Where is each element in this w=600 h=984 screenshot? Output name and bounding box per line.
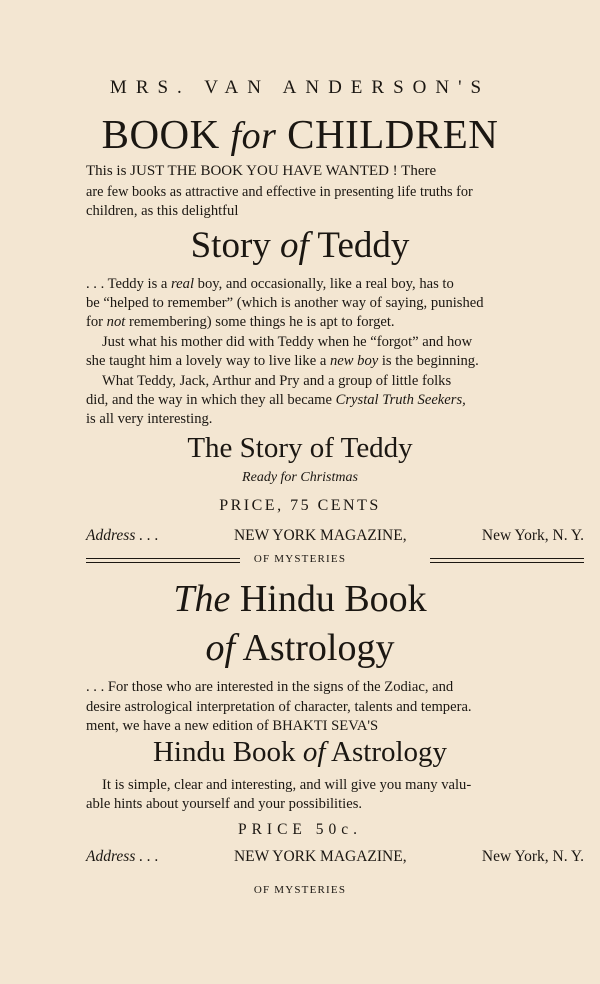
book2-title-line-1: The Hindu Book — [173, 578, 427, 620]
story-full-title: The Story of Teddy — [187, 432, 413, 464]
address-line-1: Address . . . NEW YORK MAGAZINE, New York, N. Y. — [86, 527, 584, 544]
p3-line-3: is all very interesting. — [86, 411, 213, 427]
b2-p1-line-3: ment, we have a new edition of BHAKTI SEVA'S — [86, 718, 379, 734]
b2-p1-line-1: . . . For those who are interested in the signs of the Zodiac, and — [86, 679, 454, 695]
address-line-2: Address . . . NEW YORK MAGAZINE, New York, N. Y. — [86, 848, 584, 865]
b2-p2-line-1: It is simple, clear and interesting, and will give you many valu- — [102, 777, 472, 793]
book2-price: PRICE 50c. — [237, 821, 363, 838]
p1-line-2: be “helped to remember” (which is another way of saying, punished — [86, 295, 484, 311]
b2-p2-line-2: able hints about yourself and your possibilities. — [86, 796, 363, 812]
divider-text: OF MYSTERIES — [253, 553, 347, 565]
p1-line-1: . . . Teddy is a real boy, and occasionally, like a real boy, has to — [86, 276, 454, 292]
p3-line-2: did, and the way in which they all became Crystal Truth Seekers, — [86, 392, 466, 408]
p2-line-1: Just what his mother did with Teddy when he “forgot” and how — [102, 334, 473, 350]
intro-line-2: are few books as attractive and effective in presenting life truths for — [86, 184, 473, 200]
price-line: PRICE, 75 CENTS — [219, 497, 381, 514]
intro-line-3: children, as this delightful — [86, 203, 239, 219]
p3-line-1: What Teddy, Jack, Arthur and Pry and a group of little folks — [102, 373, 452, 389]
intro-line-1: This is JUST THE BOOK YOU HAVE WANTED ! There — [86, 163, 437, 179]
ready-note: Ready for Christmas — [242, 470, 358, 485]
book1-title: BOOK for CHILDREN — [101, 111, 499, 157]
book2-title-line-2: of Astrology — [205, 627, 395, 669]
footer-text: OF MYSTERIES — [253, 884, 347, 896]
b2-p1-line-2: desire astrological interpretation of character, talents and tempera. — [86, 699, 472, 715]
p1-line-3: for not remembering) some things he is apt to forget. — [86, 314, 395, 330]
p2-line-2: she taught him a lovely way to live like a new boy is the beginning. — [86, 353, 479, 369]
divider-right — [430, 558, 584, 563]
author-line: MRS. VAN ANDERSON'S — [109, 77, 491, 98]
story-heading: Story of Teddy — [190, 225, 410, 266]
book2-subtitle: Hindu Book of Astrology — [152, 736, 448, 768]
